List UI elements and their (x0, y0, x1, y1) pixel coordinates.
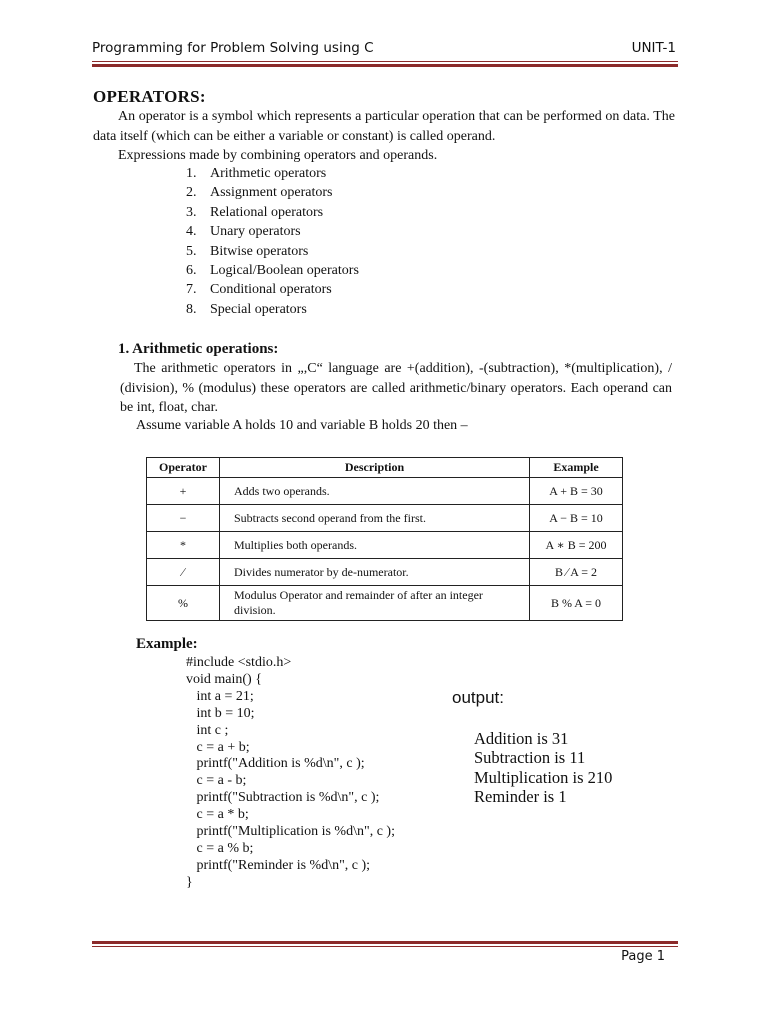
code-line: c = a % b; (186, 840, 254, 856)
assume-text: Assume variable A holds 10 and variable B holds 20 then – (136, 418, 468, 433)
operator-cell: * (147, 532, 220, 559)
output-line: Subtraction is 11 (474, 748, 586, 768)
code-line: } (186, 874, 193, 890)
list-item: 1. Arithmetic operators (186, 166, 327, 181)
list-item: 3. Relational operators (186, 204, 324, 220)
table-row (147, 559, 623, 586)
description-cell: Divides numerator by de-numerator. (220, 559, 530, 586)
output-line: Addition is 31 (474, 729, 569, 748)
code-line: c = a - b; (186, 773, 247, 789)
list-item: 6. Logical/Boolean operators (186, 262, 359, 278)
column-header-example: Example (530, 458, 623, 478)
list-item: 4. Unary operators (186, 224, 301, 240)
table-row (147, 478, 623, 505)
example-cell: A − B = 10 (530, 505, 623, 532)
column-header-operator: Operator (147, 458, 220, 478)
code-line: printf("Multiplication is %d\n", c ); (186, 824, 395, 840)
example-cell: A + B = 30 (530, 478, 623, 505)
output-block (474, 729, 612, 806)
output-label: output: (452, 688, 504, 707)
intro-paragraph: An operator is a symbol which represents a particular operation that can be performed on data. The data itself (which can be either a variable or constant) is called operand. (93, 109, 675, 144)
page-header (92, 40, 676, 56)
operators-table (146, 457, 623, 621)
list-item: 2. Assignment operators (186, 185, 333, 201)
output-line: Reminder is 1 (474, 786, 567, 806)
list-item: 8. Special operators (186, 301, 307, 317)
code-line: void main() { (186, 671, 262, 687)
operator-cell: − (147, 505, 220, 532)
footer-rule-thick (92, 941, 678, 944)
operator-cell: + (147, 478, 220, 505)
intro-paragraph-2: Expressions made by combining operators and operands. (118, 148, 438, 163)
example-cell: A ∗ B = 200 (530, 532, 623, 559)
footer-rule-thin (92, 946, 678, 947)
example-cell: B ∕ A = 2 (530, 559, 623, 586)
example-cell: B % A = 0 (530, 586, 623, 621)
column-header-description: Description (220, 458, 530, 478)
operator-cell: % (147, 586, 220, 621)
page-number: Page 1 (621, 949, 665, 964)
code-line: int a = 21; (186, 688, 254, 704)
course-title: Programming for Problem Solving using C (92, 40, 374, 56)
operator-cell: ∕ (147, 559, 220, 586)
table-row (147, 586, 623, 621)
code-line: printf("Subtraction is %d\n", c ); (186, 790, 380, 806)
code-block (186, 655, 395, 892)
description-cell: Modulus Operator and remainder of after an integer division. (220, 586, 530, 621)
table-row (147, 505, 623, 532)
header-rule-thin (92, 61, 678, 62)
list-item: 5. Bitwise operators (186, 243, 309, 259)
unit-label: UNIT-1 (631, 40, 676, 56)
table-header-row (147, 458, 623, 478)
description-cell: Adds two operands. (220, 478, 530, 505)
section-title: OPERATORS: (93, 87, 206, 106)
description-cell: Subtracts second operand from the first. (220, 505, 530, 532)
description-cell: Multiplies both operands. (220, 532, 530, 559)
code-line: c = a * b; (186, 807, 249, 823)
code-line: int c ; (186, 722, 229, 738)
code-line: c = a + b; (186, 739, 250, 755)
list-item: 7. Conditional operators (186, 282, 332, 298)
operator-types-list (186, 164, 359, 319)
example-heading: Example: (136, 636, 198, 652)
arithmetic-heading: 1. Arithmetic operations: (118, 341, 279, 357)
code-line: printf("Reminder is %d\n", c ); (186, 857, 371, 873)
code-line: #include <stdio.h> (186, 655, 292, 670)
code-line: printf("Addition is %d\n", c ); (186, 756, 365, 772)
code-line: int b = 10; (186, 705, 255, 721)
output-line: Multiplication is 210 (474, 767, 613, 787)
table-row (147, 532, 623, 559)
arithmetic-description: The arithmetic operators in „,C“ language are +(addition), -(subtraction), *(multiplication), / (division), % (modulus) these operators are called arithmetic/binary operators. Each operand can be int, float, char. (120, 361, 672, 415)
header-rule-thick (92, 64, 678, 67)
